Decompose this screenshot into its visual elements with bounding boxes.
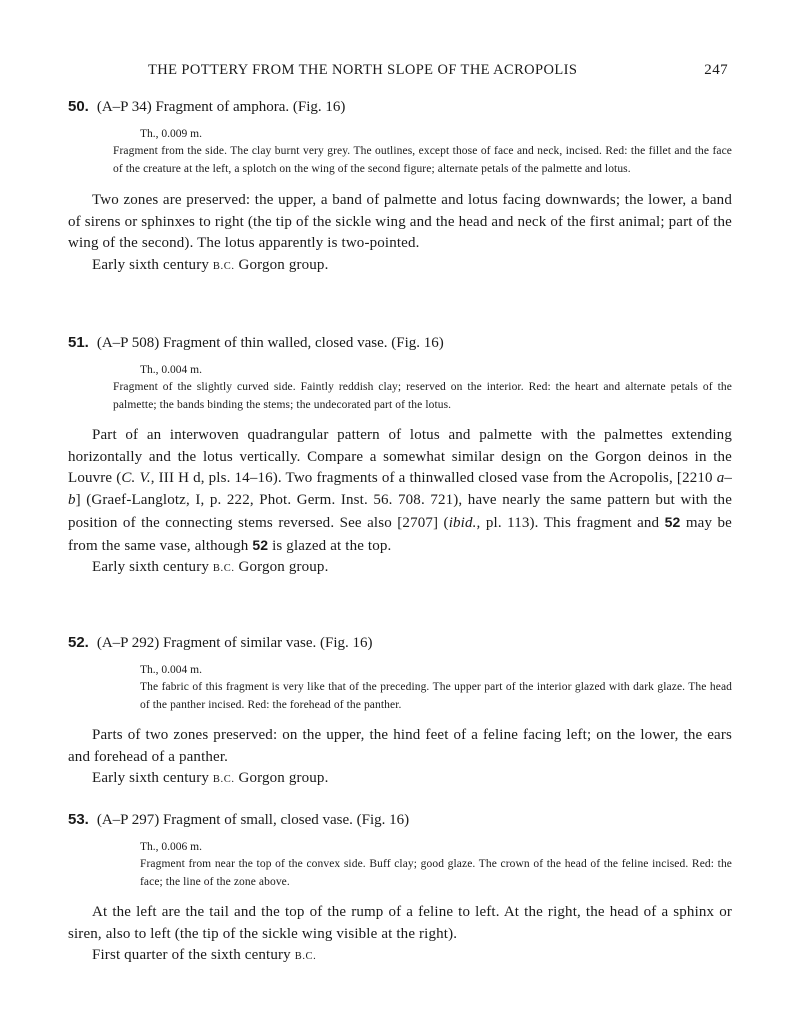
entry-title: (A–P 292) Fragment of similar vase. (Fig. 16) xyxy=(96,635,373,651)
date-group: Gorgon group. xyxy=(238,559,329,576)
catalogue-entry-52 xyxy=(68,633,732,791)
catalogue-entry-53 xyxy=(68,810,732,968)
entry-date xyxy=(92,255,732,278)
page-number: 247 xyxy=(704,62,728,78)
entry-heading xyxy=(68,810,732,830)
date-era: B.C. xyxy=(294,951,317,963)
entry-number: 52. xyxy=(68,634,89,651)
body-text: may be from the same vase, although xyxy=(68,514,732,554)
thickness-measure: Th., 0.009 m. xyxy=(140,128,202,140)
catalogue-entry-51 xyxy=(68,333,732,580)
thickness-measure: Th., 0.006 m. xyxy=(140,841,202,853)
entry-number: 50. xyxy=(68,98,89,115)
date-text: Early sixth century xyxy=(92,559,209,576)
entry-date xyxy=(92,768,732,791)
thickness-measure: Th., 0.004 m. xyxy=(140,664,202,676)
entry-title: (A–P 508) Fragment of thin walled, closed vase. (Fig. 16) xyxy=(96,335,444,351)
body-text: is glazed at the top. xyxy=(268,537,392,554)
entry-heading xyxy=(68,333,732,353)
entry-title: (A–P 297) Fragment of small, closed vase. (Fig. 16) xyxy=(96,812,410,828)
entry-number: 51. xyxy=(68,334,89,351)
thickness-measure: Th., 0.004 m. xyxy=(140,364,202,376)
entry-body xyxy=(68,425,732,557)
fragment-description: Fragment from the side. The clay burnt very grey. The outlines, except those of face and neck, incised. Red: the fillet and the face of the creature at the left, a splotch on the wing of the second figure; alternate petals of the palmette and lotus. xyxy=(113,145,732,175)
date-era: B.C. xyxy=(212,261,235,273)
entry-body: Two zones are preserved: the upper, a band of palmette and lotus facing downwards; the lower, a band of sirens or sphinxes to right (the tip of the sickle wing and the head and neck of the first animal; part of the wing of the second). The lotus apparently is two-pointed. xyxy=(68,192,732,252)
entry-date xyxy=(92,557,732,580)
date-era: B.C. xyxy=(212,563,235,575)
citation-ab: a–b xyxy=(68,470,733,509)
entry-number: 53. xyxy=(68,811,89,828)
body-text: Part of an interwoven quadrangular pattern of lotus and palmette with the palmettes extending horizontally and the lotus vertically. Compare a somewhat similar design on the Gorgon deinos in the Louvre ( xyxy=(68,427,732,487)
date-group: Gorgon group. xyxy=(238,257,329,274)
citation-cv: C. V. xyxy=(121,470,151,487)
citation-ibid: ibid., xyxy=(448,514,481,531)
body-text: ] (Graef-Langlotz, I, p. 222, Phot. Germ. Inst. 56. 708. 721), have nearly the same pattern but with the position of the connecting stems reversed. See also [2707] ( xyxy=(68,492,732,531)
entry-title: (A–P 34) Fragment of amphora. (Fig. 16) xyxy=(96,99,346,115)
body-text: , III H d, pls. 14–16). Two fragments of a thinwalled closed vase from the Acropolis, [2210 xyxy=(150,470,717,487)
fragment-description: Fragment of the slightly curved side. Faintly reddish clay; reserved on the interior. Red: the heart and alternate petals of the palmette; the bands binding the stems; the undecorated part of the lotus. xyxy=(113,381,732,411)
entry-heading xyxy=(68,633,732,653)
body-text: pl. 113). This fragment and xyxy=(480,514,665,531)
fragment-description: Fragment from near the top of the convex side. Buff clay; good glaze. The crown of the head of the feline incised. Red: the face; the line of the zone above. xyxy=(140,858,732,888)
entry-body: Parts of two zones preserved: on the upper, the hind feet of a feline facing left; on the lower, the ears and forehead of a panther. xyxy=(68,727,732,765)
date-text: Early sixth century xyxy=(92,257,209,274)
date-text: First quarter of the sixth century xyxy=(92,947,291,964)
cross-reference-52: 52 xyxy=(252,536,269,553)
running-head-title: THE POTTERY FROM THE NORTH SLOPE OF THE ACROPOLIS xyxy=(148,62,578,78)
entry-heading xyxy=(68,97,732,117)
date-era: B.C. xyxy=(212,774,235,786)
catalogue-entry-50 xyxy=(68,97,732,278)
fragment-description: The fabric of this fragment is very like that of the preceding. The upper part of the interior glazed with dark glaze. The head of the panther incised. Red: the forehead of the panther. xyxy=(140,681,732,711)
entry-date xyxy=(92,945,732,968)
cross-reference-52: 52 xyxy=(664,513,681,530)
date-group: Gorgon group. xyxy=(238,770,329,787)
date-text: Early sixth century xyxy=(92,770,209,787)
entry-body: At the left are the tail and the top of the rump of a feline to left. At the right, the head of a sphinx or siren, also to left (the tip of the sickle wing visible at the right). xyxy=(68,904,732,942)
